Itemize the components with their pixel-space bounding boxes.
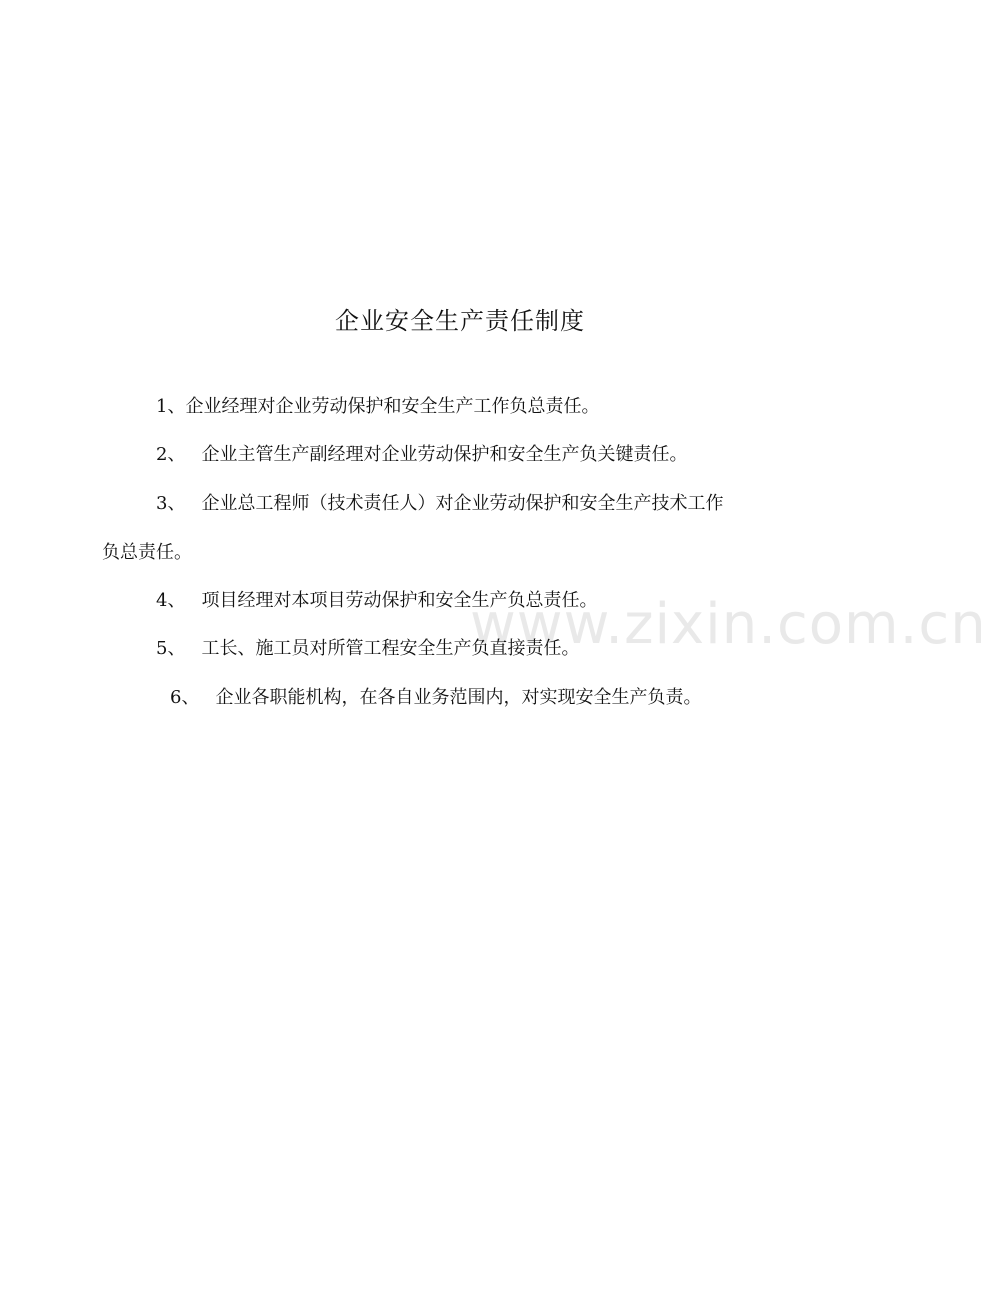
- list-item: [156, 491, 723, 517]
- list-item-number: 6、: [170, 687, 200, 708]
- list-item: [156, 442, 687, 468]
- list-item-text: 项目经理对本项目劳动保护和安全生产负总责任。: [201, 590, 598, 611]
- list-item: [156, 394, 599, 420]
- list-item-number: 3、: [156, 493, 186, 514]
- list-item: [170, 685, 701, 711]
- list-item-number: 2、: [156, 444, 186, 465]
- list-item-text: 企业总工程师（技术责任人）对企业劳动保护和安全生产技术工作: [201, 493, 724, 514]
- list-item-text: 企业各职能机构，在各自业务范围内，对实现安全生产负责。: [215, 687, 702, 708]
- list-item-continuation: 负总责任。: [102, 542, 192, 563]
- list-item-text: 工长、施工员对所管工程安全生产负直接责任。: [201, 638, 580, 659]
- list-item-number: 5、: [156, 638, 186, 659]
- list-item: [156, 636, 579, 662]
- list-item-text: 企业经理对企业劳动保护和安全生产工作负总责任。: [185, 396, 600, 417]
- list-item: [156, 588, 597, 614]
- watermark: www.zixin.com.cn: [470, 592, 987, 657]
- document-title: 企业安全生产责任制度: [335, 307, 585, 335]
- list-item-number: 1、: [156, 396, 186, 417]
- list-item-number: 4、: [156, 590, 186, 611]
- list-item-text: 企业主管生产副经理对企业劳动保护和安全生产负关键责任。: [201, 444, 688, 465]
